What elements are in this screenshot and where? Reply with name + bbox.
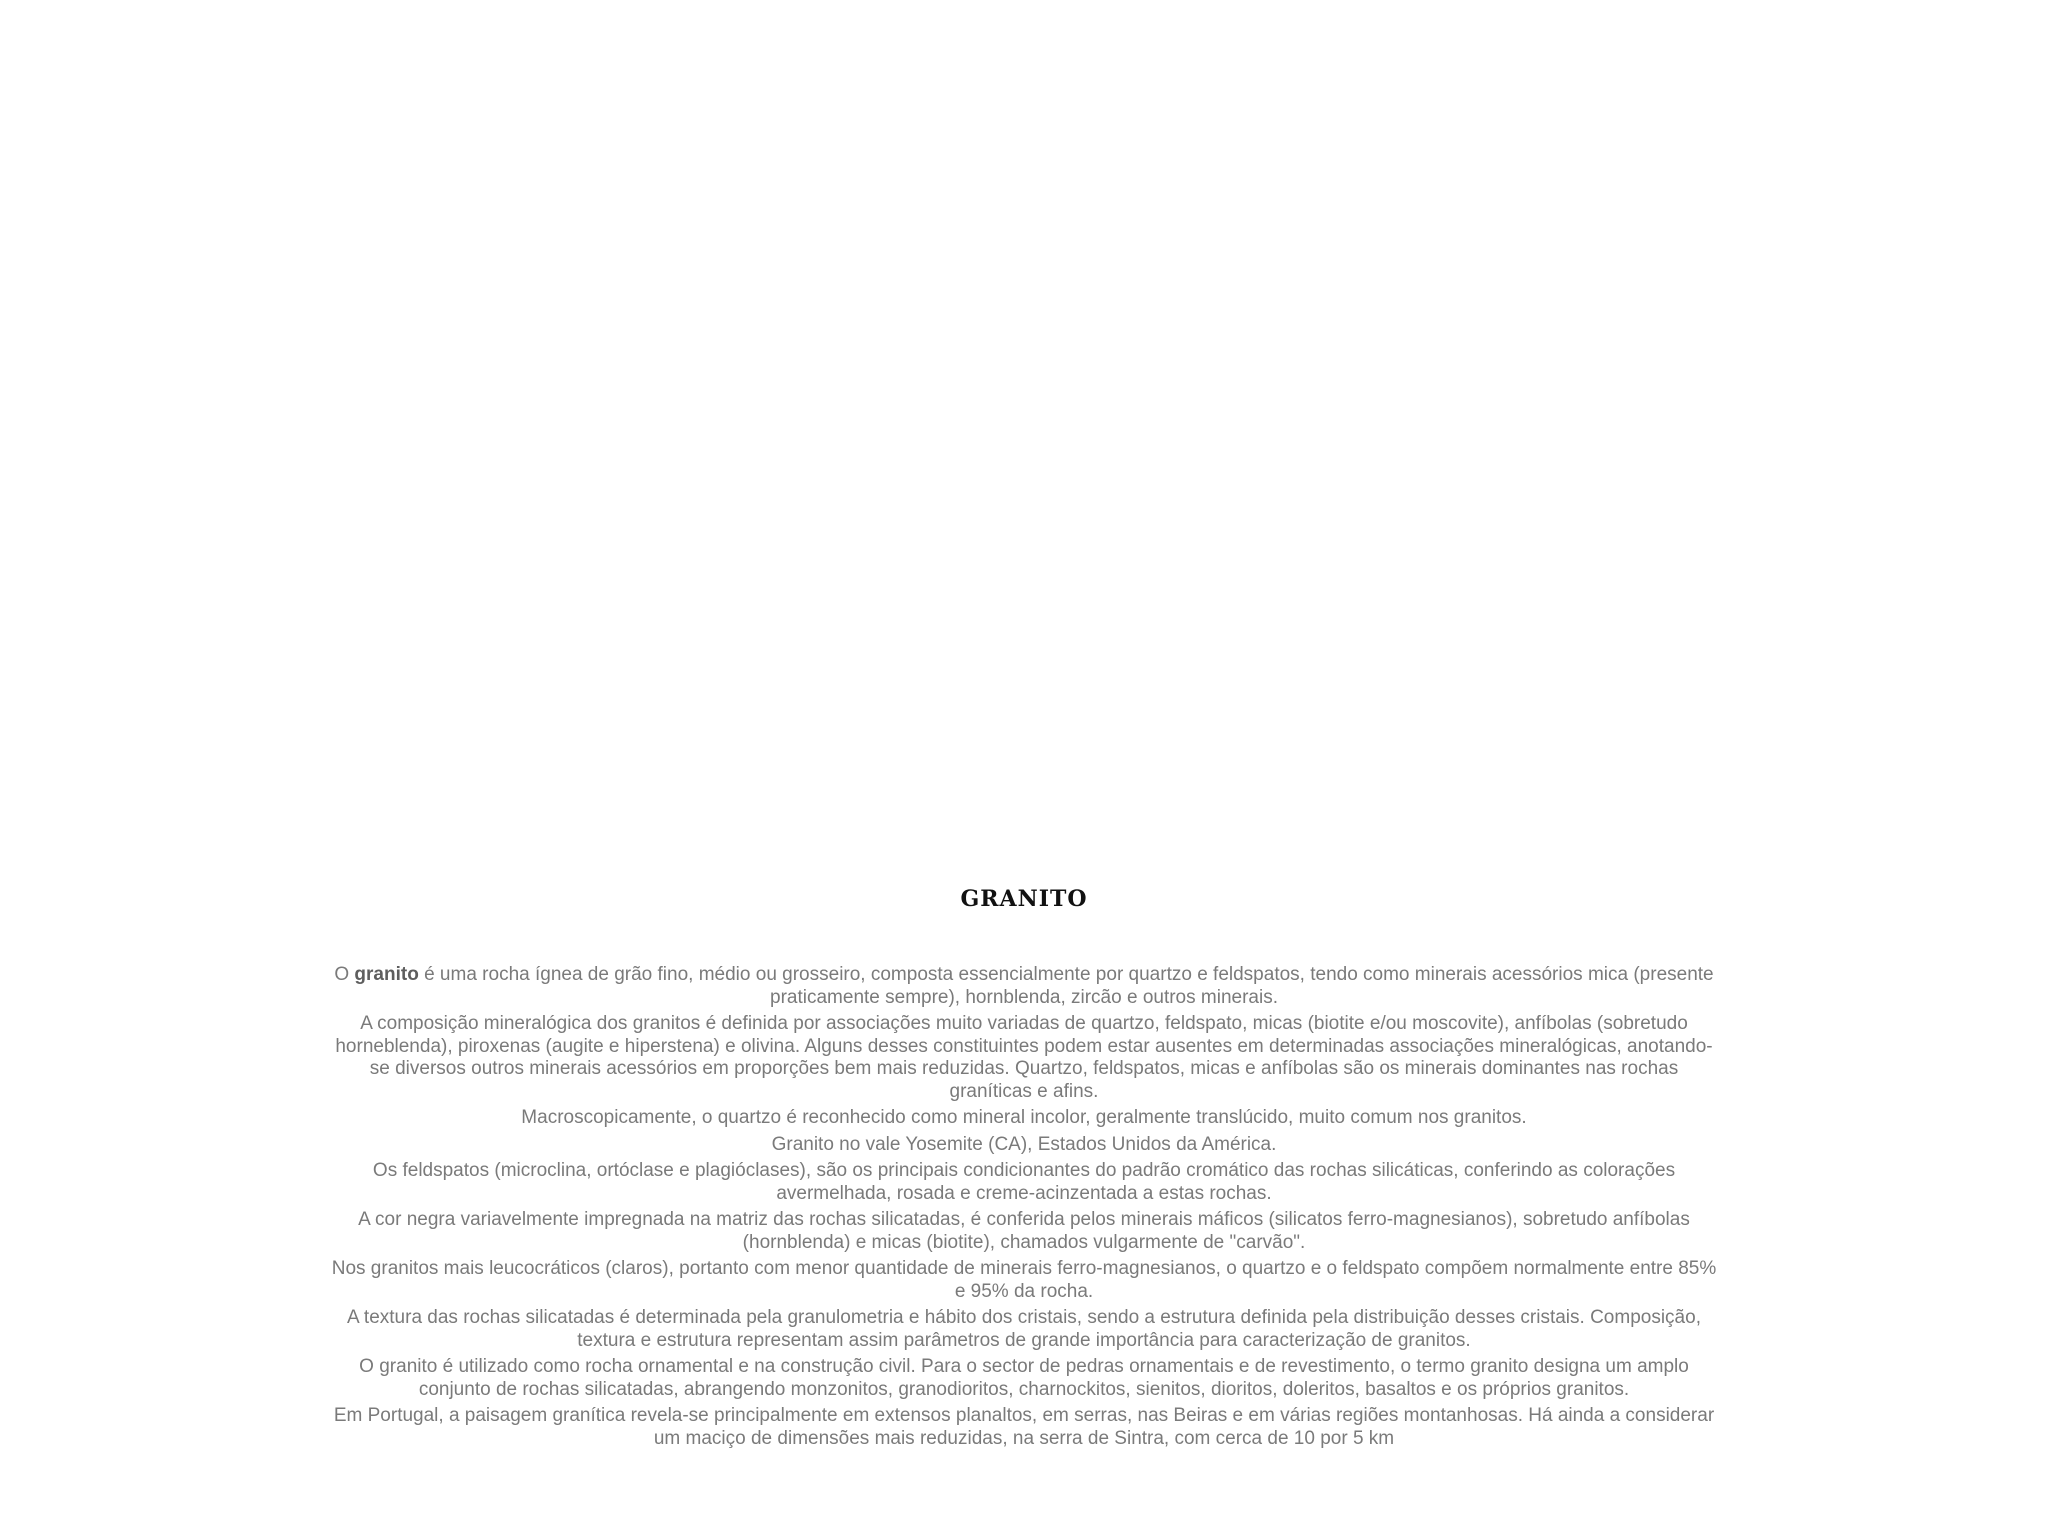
paragraph-caption-yosemite: Granito no vale Yosemite (CA), Estados Unidos da América. [771,1133,1277,1155]
paragraph-texture: A textura das rochas silicatadas é determinada pela granulometria e hábito dos cristais, sendo a estrutura definida pela distribuição desses cristais. Composição, textura e estrutura representam assim parâmetros de grande importância para caracterização de granitos. [347,1307,1701,1351]
paragraph-composition: A composição mineralógica dos granitos é definida por associações muito variadas de quartzo, feldspato, micas (biotite e/ou moscovite), anfíbolas (sobretudo horneblenda), piroxenas (augite e hiperstena) e olivina. Alguns desses constituintes podem estar ausentes em determinadas associações mineralógicas, anotando-se diversos outros minerais acessórios em proporções bem mais reduzidas. Quartzo, feldspatos, micas e anfíbolas são os minerais dominantes nas rochas graníticas e afins. [335,1013,1713,1102]
intro-prefix: O [334,964,355,985]
paragraph-leucocratic: Nos granitos mais leucocráticos (claros), portanto com menor quantidade de minerais ferro-magnesianos, o quartzo e o feldspato compõem normalmente entre 85% e 95% da rocha. [331,1258,1717,1302]
document-body [326,964,1722,1454]
paragraph-black-color: A cor negra variavelmente impregnada na matriz das rochas silicatadas, é conferida pelos minerais máficos (silicatos ferro-magnesianos), sobretudo anfíbolas (hornblenda) e micas (biotite), chamados vulgarmente de "carvão". [358,1209,1690,1253]
document-title: GRANITO [960,886,1088,912]
paragraph-quartz: Macroscopicamente, o quartzo é reconhecido como mineral incolor, geralmente translúcido, muito comum nos granitos. [521,1107,1527,1128]
intro-paragraph [326,964,1722,1009]
intro-rest: é uma rocha ígnea de grão fino, médio ou grosseiro, composta essencialmente por quartzo e feldspatos, tendo como minerais acessórios mica (presente praticamente sempre), hornblenda, zircão e outros minerais. [418,964,1714,1008]
paragraph-uses: O granito é utilizado como rocha ornamental e na construção civil. Para o sector de pedras ornamentais e de revestimento, o termo granito designa um amplo conjunto de rochas silicatadas, abrangendo monzonitos, granodioritos, charnockitos, sienitos, dioritos, doleritos, basaltos e os próprios granitos. [359,1356,1689,1400]
paragraph-portugal: Em Portugal, a paisagem granítica revela-se principalmente em extensos planaltos, em serras, nas Beiras e em várias regiões montanhosas. Há ainda a considerar um maciço de dimensões mais reduzidas, na serra de Sintra, com cerca de 10 por 5 km [333,1405,1715,1449]
intro-term: granito [354,964,419,985]
paragraph-feldspars: Os feldspatos (microclina, ortóclase e plagióclases), são os principais condicionantes do padrão cromático das rochas silicáticas, conferindo as colorações avermelhada, rosada e creme-acinzentada a estas rochas. [372,1160,1676,1204]
